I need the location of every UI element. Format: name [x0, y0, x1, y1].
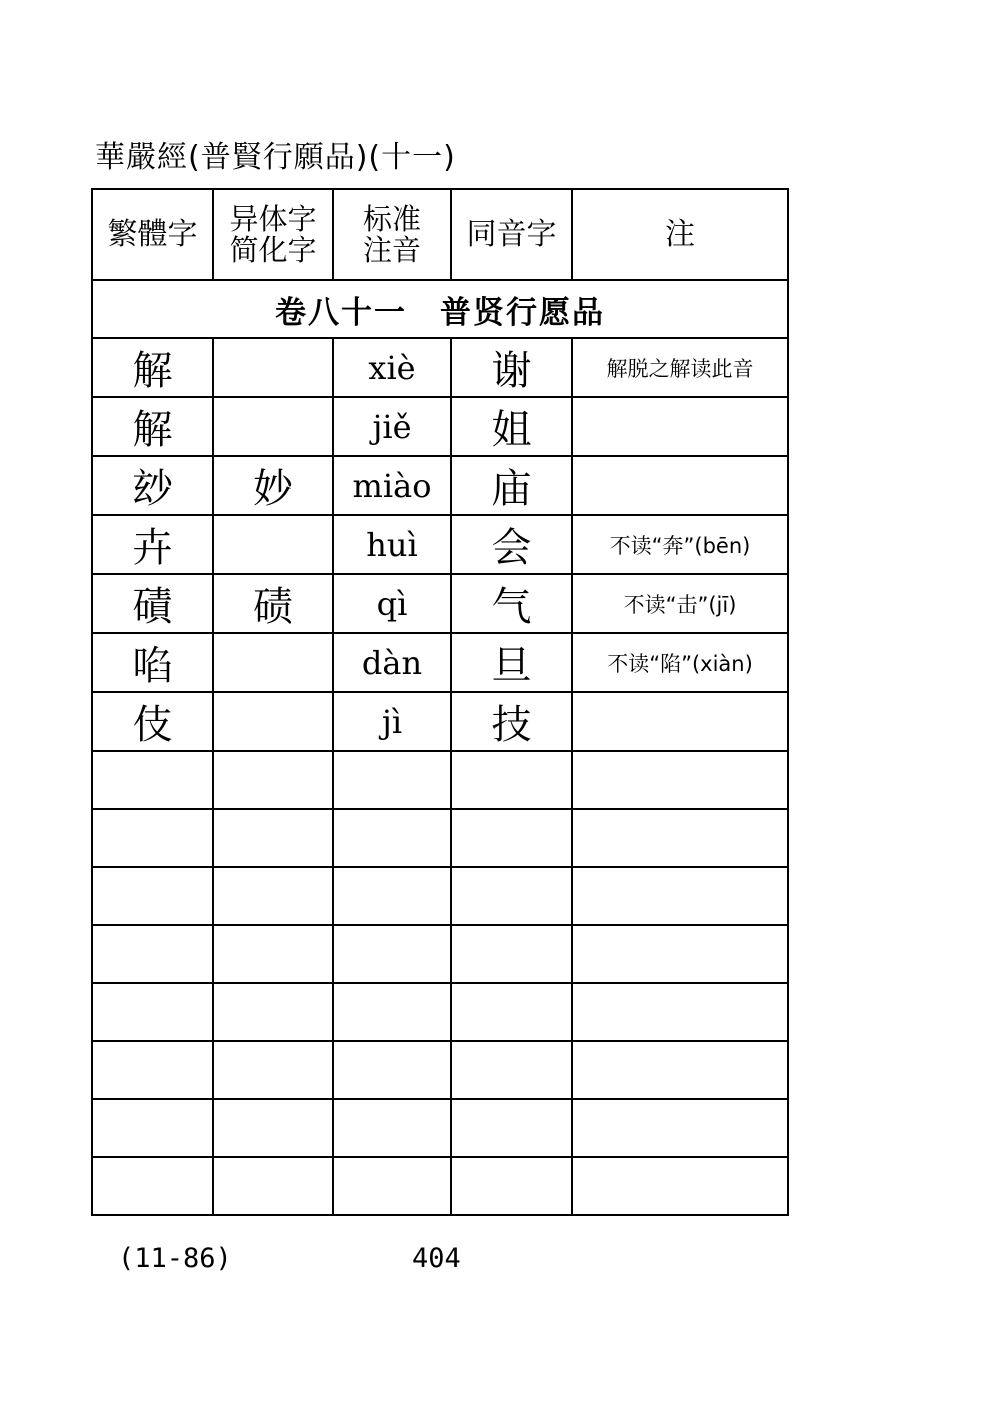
cell-pinyin: dàn — [333, 633, 451, 692]
table-row — [92, 1157, 788, 1215]
table-row — [92, 515, 788, 574]
header-pinyin-line2: 注音 — [362, 232, 421, 267]
header-row — [92, 189, 788, 280]
cell-note: 不读“奔”(bēn) — [572, 515, 788, 574]
cell-note — [572, 867, 788, 925]
cell-homophone: 姐 — [451, 397, 572, 456]
section-title: 卷八十一 普贤行愿品 — [92, 280, 788, 338]
cell-variant — [213, 692, 333, 751]
cell-homophone: 技 — [451, 692, 572, 751]
cell-note — [572, 751, 788, 809]
header-pinyin — [333, 189, 451, 280]
cell-pinyin: huì — [333, 515, 451, 574]
cell-pinyin — [333, 925, 451, 983]
cell-homophone: 谢 — [451, 338, 572, 397]
cell-homophone: 会 — [451, 515, 572, 574]
pronunciation-table — [91, 188, 789, 1216]
cell-variant — [213, 1041, 333, 1099]
cell-note — [572, 809, 788, 867]
cell-variant — [213, 925, 333, 983]
cell-homophone — [451, 1099, 572, 1157]
table-row — [92, 925, 788, 983]
cell-homophone: 庙 — [451, 456, 572, 515]
cell-homophone — [451, 867, 572, 925]
cell-variant — [213, 1099, 333, 1157]
section-row — [92, 280, 788, 338]
cell-pinyin: qì — [333, 574, 451, 633]
cell-note — [572, 1099, 788, 1157]
table-row — [92, 1099, 788, 1157]
cell-traditional — [92, 925, 213, 983]
table-row — [92, 1041, 788, 1099]
header-homophone: 同音字 — [451, 189, 572, 280]
cell-note: 不读“击”(jī) — [572, 574, 788, 633]
cell-pinyin: jì — [333, 692, 451, 751]
cell-variant — [213, 983, 333, 1041]
cell-homophone — [451, 809, 572, 867]
header-traditional: 繁體字 — [92, 189, 213, 280]
cell-variant — [213, 751, 333, 809]
cell-variant: 妙 — [213, 456, 333, 515]
cell-pinyin: xiè — [333, 338, 451, 397]
cell-traditional: 卉 — [92, 515, 213, 574]
cell-homophone — [451, 983, 572, 1041]
table-row — [92, 692, 788, 751]
table-row — [92, 809, 788, 867]
header-note: 注 — [572, 189, 788, 280]
cell-traditional: 伎 — [92, 692, 213, 751]
cell-variant — [213, 867, 333, 925]
table-row — [92, 983, 788, 1041]
cell-variant — [213, 809, 333, 867]
cell-traditional — [92, 1099, 213, 1157]
table-row — [92, 397, 788, 456]
header-pinyin-line1: 标准 — [362, 201, 421, 236]
cell-pinyin — [333, 809, 451, 867]
cell-traditional — [92, 751, 213, 809]
cell-variant — [213, 1157, 333, 1215]
cell-homophone — [451, 751, 572, 809]
cell-traditional — [92, 809, 213, 867]
cell-note — [572, 1041, 788, 1099]
cell-note — [572, 397, 788, 456]
cell-variant — [213, 397, 333, 456]
cell-pinyin — [333, 1157, 451, 1215]
page-title: 華嚴經(普賢行願品)(十一) — [95, 140, 456, 175]
cell-pinyin — [333, 983, 451, 1041]
cell-variant — [213, 515, 333, 574]
cell-traditional: 磧 — [92, 574, 213, 633]
cell-traditional: 啗 — [92, 633, 213, 692]
cell-pinyin — [333, 1099, 451, 1157]
cell-traditional — [92, 867, 213, 925]
cell-pinyin — [333, 1041, 451, 1099]
cell-note — [572, 1157, 788, 1215]
cell-note — [572, 692, 788, 751]
cell-variant: 碛 — [213, 574, 333, 633]
cell-homophone — [451, 925, 572, 983]
cell-traditional — [92, 1157, 213, 1215]
cell-traditional: 解 — [92, 397, 213, 456]
cell-pinyin: miào — [333, 456, 451, 515]
header-variant — [213, 189, 333, 280]
table-row — [92, 574, 788, 633]
header-variant-line1: 异体字 — [229, 201, 317, 236]
cell-variant — [213, 338, 333, 397]
table-row — [92, 633, 788, 692]
cell-pinyin — [333, 867, 451, 925]
cell-homophone — [451, 1041, 572, 1099]
cell-traditional — [92, 1041, 213, 1099]
cell-pinyin — [333, 751, 451, 809]
cell-note — [572, 456, 788, 515]
cell-note: 不读“陷”(xiàn) — [572, 633, 788, 692]
cell-variant — [213, 633, 333, 692]
cell-pinyin: jiě — [333, 397, 451, 456]
table-row — [92, 867, 788, 925]
header-variant-line2: 简化字 — [229, 232, 317, 267]
cell-homophone — [451, 1157, 572, 1215]
cell-note: 解脱之解读此音 — [572, 338, 788, 397]
cell-traditional: 玅 — [92, 456, 213, 515]
cell-note — [572, 983, 788, 1041]
cell-traditional — [92, 983, 213, 1041]
cell-traditional: 解 — [92, 338, 213, 397]
cell-note — [572, 925, 788, 983]
table-row — [92, 751, 788, 809]
cell-homophone: 旦 — [451, 633, 572, 692]
footer-code: (11-86) — [118, 1243, 232, 1274]
page-number: 404 — [412, 1243, 461, 1274]
table-row — [92, 338, 788, 397]
table-row — [92, 456, 788, 515]
cell-homophone: 气 — [451, 574, 572, 633]
